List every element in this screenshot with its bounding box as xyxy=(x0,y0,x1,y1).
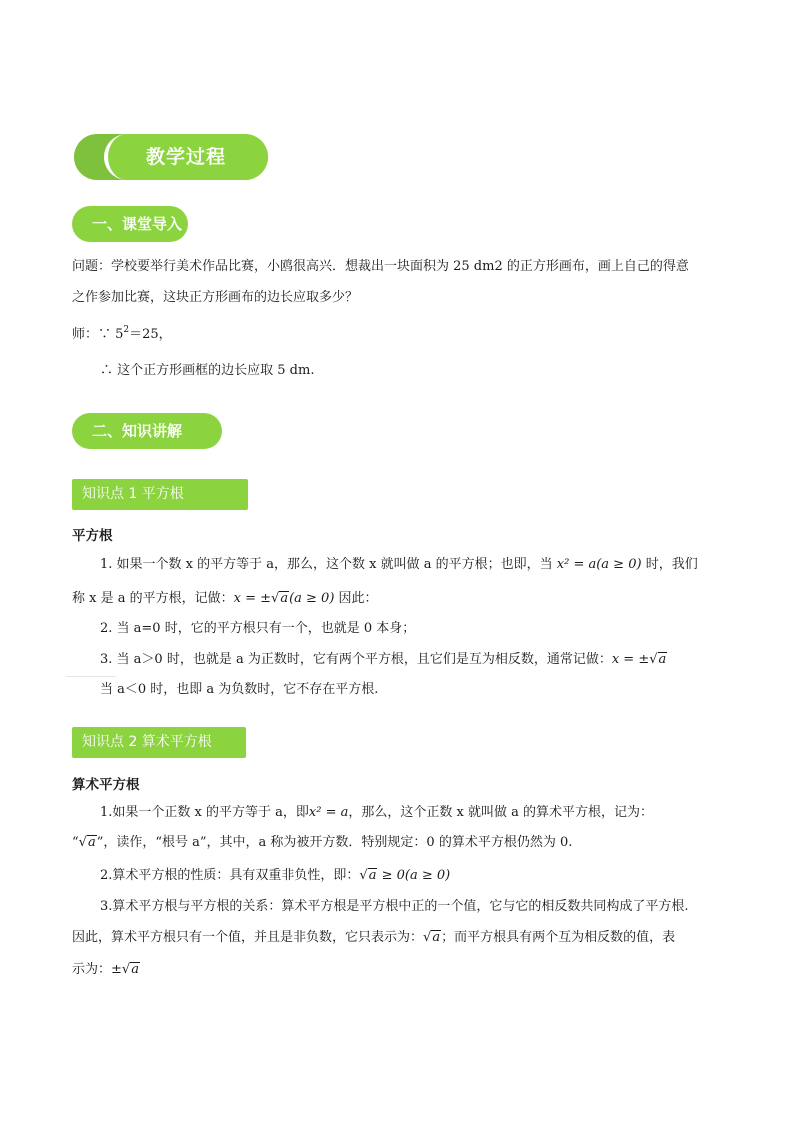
kp2-item1-formula: x² = a xyxy=(308,805,349,820)
kp2-item3-line2 xyxy=(72,928,675,948)
question-line-1: 问题：学校要举行美术作品比赛，小鸥很高兴．想裁出一块面积为 25 dm2 的正方形画布，画上自己的得意 xyxy=(72,259,689,274)
kp2-item2-formula: ≥ 0(a ≥ 0) xyxy=(377,868,451,883)
kp1-item1-text-b: 时，我们 xyxy=(645,557,698,572)
kp2-item3-line3 xyxy=(72,960,140,980)
kp2-item1-line2-text: ”，读作，“根号 a”，其中，a 称为被开方数．特别规定：0 的算术平方根仍然为 0. xyxy=(96,835,573,850)
conclusion-line: ∴ 这个正方形画框的边长应取 5 dm. xyxy=(100,363,315,378)
kp2-item1-radicand: a xyxy=(87,835,96,850)
sqrt-symbol: √ xyxy=(649,652,658,667)
kp2-item1-line2 xyxy=(72,833,572,853)
section-title-pill xyxy=(74,134,268,180)
kp1-formula-pre: x = ± xyxy=(233,591,272,606)
kp1-item2: 2. 当 a=0 时，它的平方根只有一个，也就是 0 本身； xyxy=(100,621,416,636)
sqrt-symbol: √ xyxy=(423,930,432,945)
kp2-item1-text-b: ，那么，这个正数 x 就叫做 a 的算术平方根，记为： xyxy=(348,805,653,820)
kp2-item3-line1: 3.算术平方根与平方根的关系：算术平方根是平方根中正的一个值，它与它的相反数共同构成了平方根. xyxy=(100,899,689,914)
kp1-item4: 当 a＜0 时，也即 a 为负数时，它不存在平方根. xyxy=(100,682,379,697)
kp2-item3-line2-radicand: a xyxy=(432,930,441,945)
kp2-subtitle: 算术平方根 xyxy=(72,777,140,793)
kp1-item3-formula-pre: x = ± xyxy=(611,652,650,667)
teacher-line xyxy=(72,325,172,345)
question-line-2: 之作参加比赛，这块正方形画布的边长应取多少？ xyxy=(72,290,359,305)
sqrt-symbol: √ xyxy=(121,962,131,977)
divider xyxy=(66,676,116,677)
kp2-item3-line2-text-a: 因此，算术平方根只有一个值，并且是非负数，它只表示为： xyxy=(72,930,424,945)
section-heading-knowledge: 二、知识讲解 xyxy=(72,413,222,449)
kp2-item3-line2-text-b: ；而平方根具有两个互为相反数的值，表 xyxy=(441,930,676,945)
kp2-item2-radicand: a xyxy=(368,868,377,883)
kp2-item2 xyxy=(100,866,450,886)
sqrt-symbol: √ xyxy=(359,868,368,883)
section-heading-intro: 一、课堂导入 xyxy=(72,206,188,242)
kp1-formula-post: (a ≥ 0) xyxy=(289,591,335,606)
page-title: 教学过程 xyxy=(145,146,226,168)
teacher-sup: 2 xyxy=(123,325,130,335)
kp1-subtitle: 平方根 xyxy=(72,528,113,544)
kp2-item1-text-a: 1.如果一个正数 x 的平方等于 a，即 xyxy=(100,805,309,820)
kp2-item3-line3-text: 示为：± xyxy=(72,962,122,977)
kp1-item1-text-a: 1. 如果一个数 x 的平方等于 a，那么，这个数 x 就叫做 a 的平方根；也即，当 xyxy=(100,557,553,572)
kp1-item3 xyxy=(100,650,667,670)
kp2-item1-line1 xyxy=(100,803,653,823)
kp1-item3-radicand: a xyxy=(658,652,667,667)
kp1-item3-text: 3. 当 a＞0 时，也就是 a 为正数时，它有两个平方根，且它们是互为相反数，通常记做： xyxy=(100,652,612,667)
kp1-item1-line2-text: 称 x 是 a 的平方根，记做： xyxy=(72,591,234,606)
kp1-formula-radicand: a xyxy=(280,591,289,606)
teacher-prefix: 师：∵ 5 xyxy=(72,327,124,342)
sqrt-symbol: √ xyxy=(78,835,87,850)
kp1-item1-line1 xyxy=(100,555,698,575)
kp1-item1-formula: x² = a(a ≥ 0) xyxy=(556,557,642,572)
sqrt-symbol: √ xyxy=(271,591,280,606)
knowledge-point-2-label: 知识点 2 算术平方根 xyxy=(72,727,246,758)
kp1-item1-line2-suffix: 因此： xyxy=(334,591,378,606)
kp2-quote-open: “ xyxy=(72,835,79,850)
kp2-item2-text: 2.算术平方根的性质：具有双重非负性，即： xyxy=(100,868,360,883)
kp1-item1-line2 xyxy=(72,589,378,609)
kp2-item3-line3-radicand: a xyxy=(131,962,139,977)
teacher-suffix: ＝25， xyxy=(129,327,172,342)
knowledge-point-1-label: 知识点 1 平方根 xyxy=(72,479,248,510)
